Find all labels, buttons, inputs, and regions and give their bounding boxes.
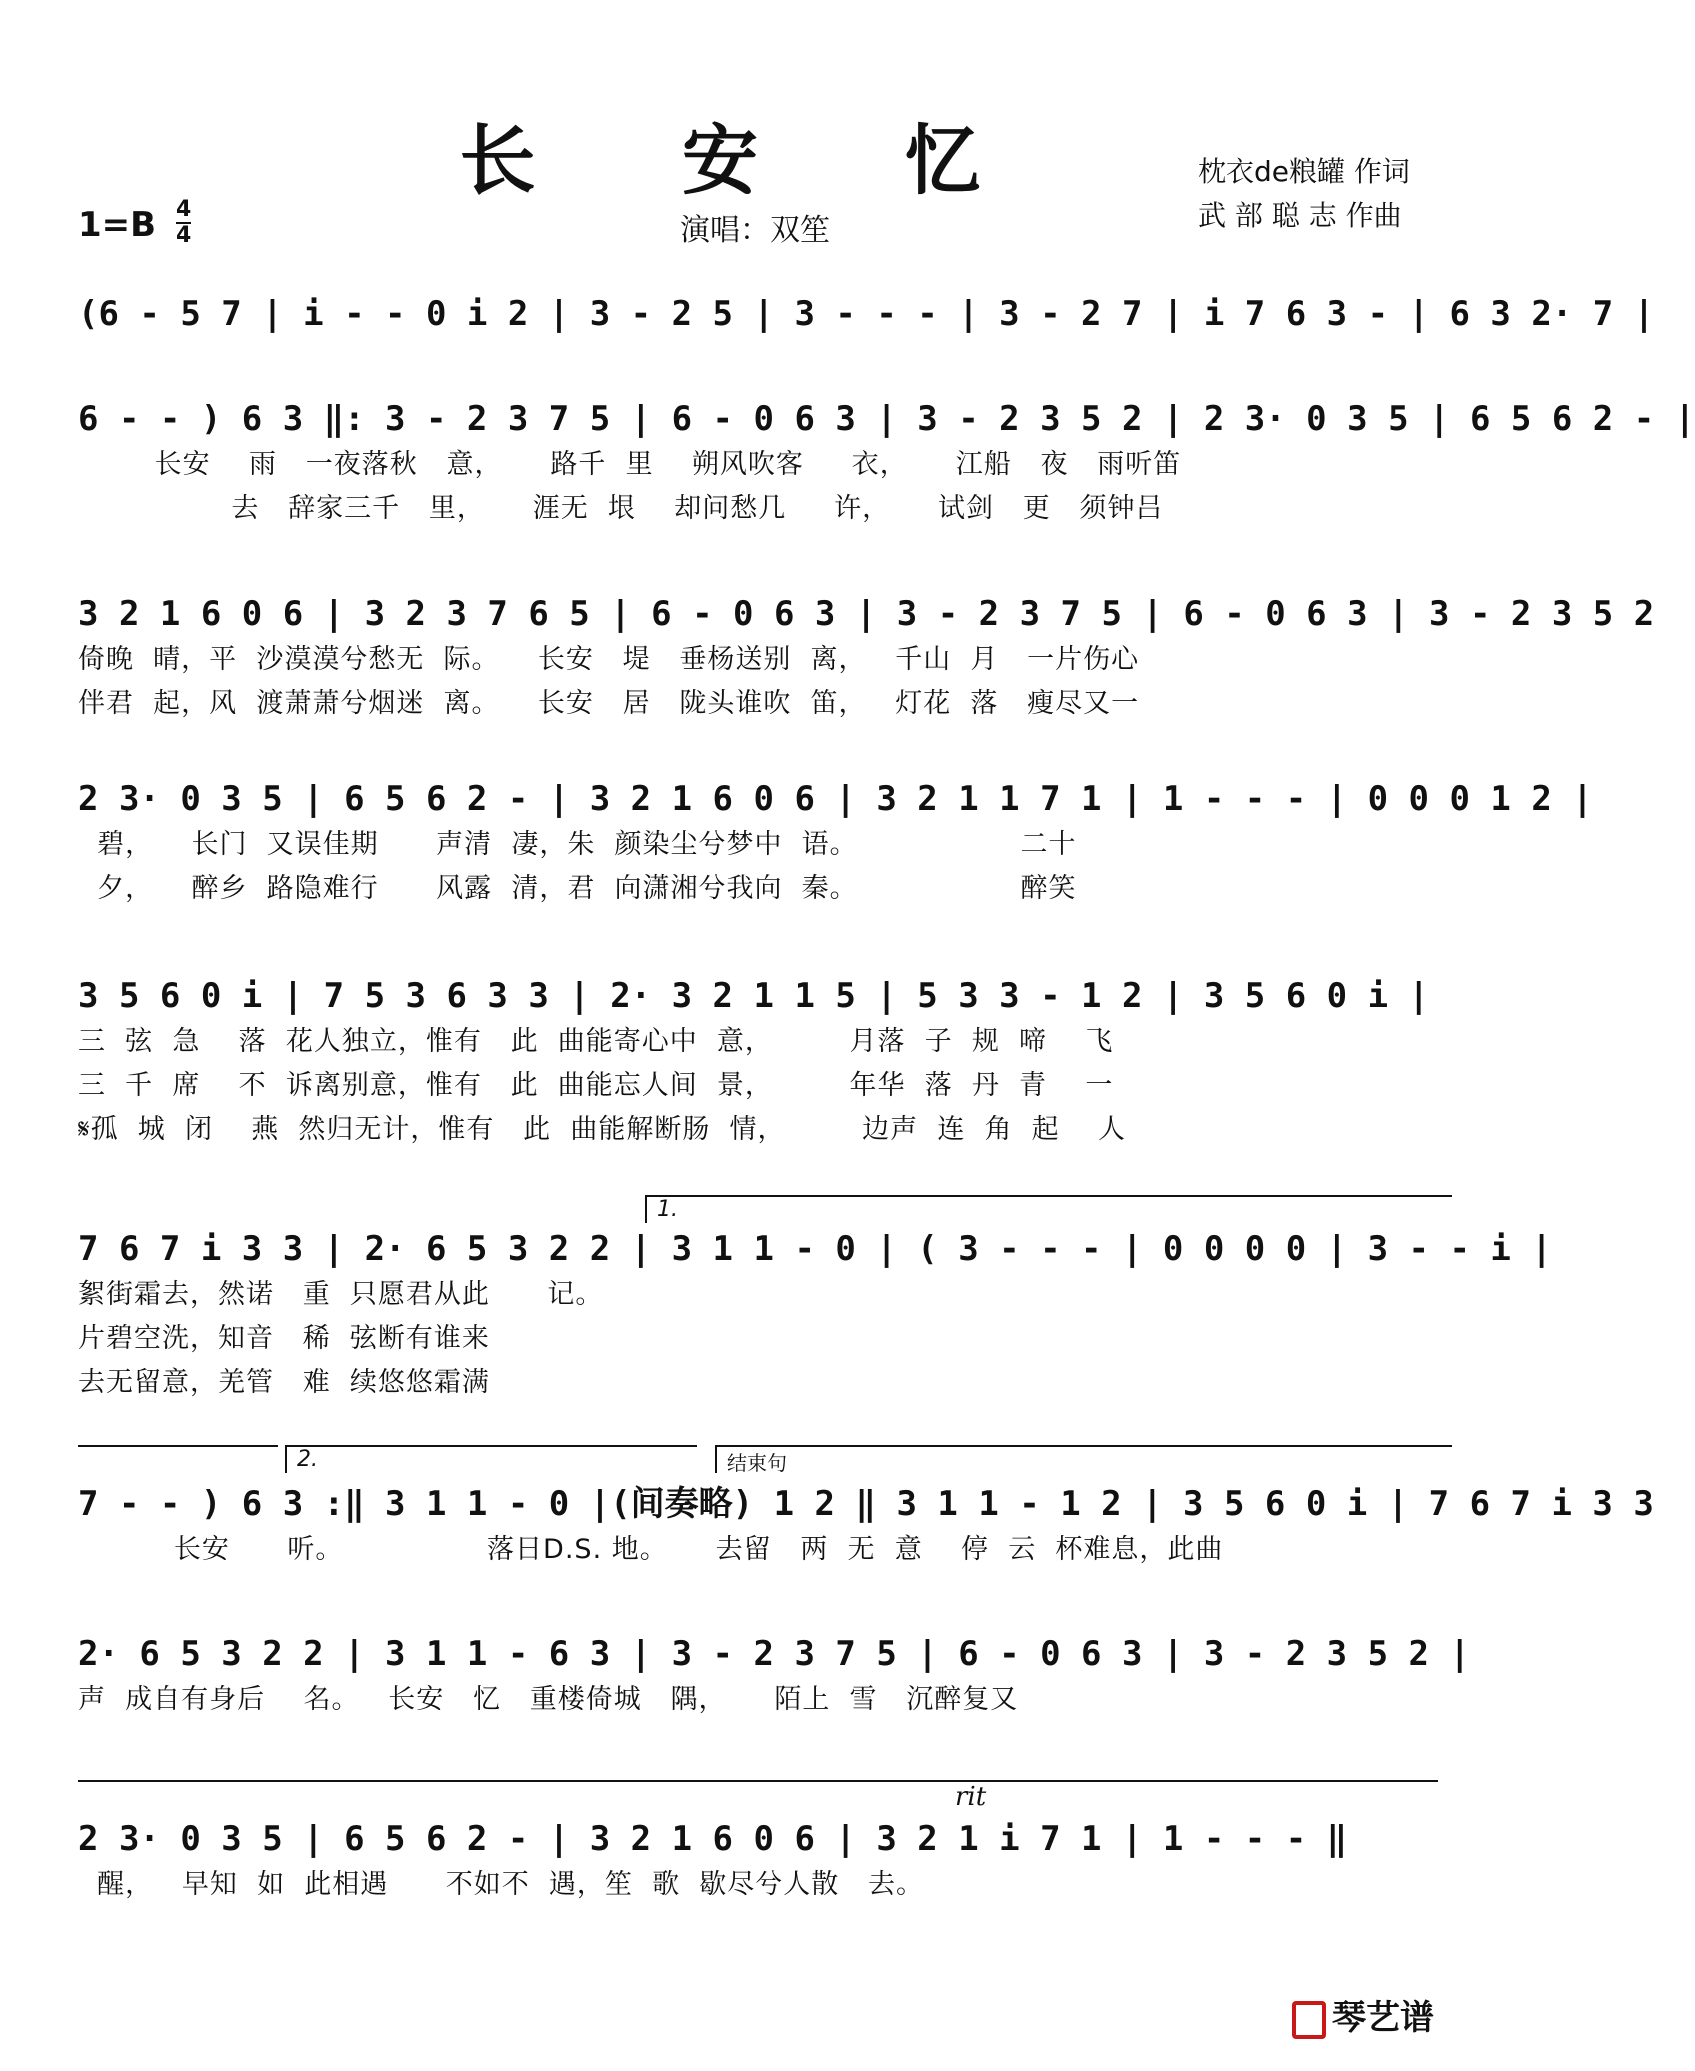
system-8 bbox=[78, 1630, 1470, 1722]
lyric-line-3: 去无留意，羌管 难 续悠悠霜满 bbox=[78, 1367, 490, 1398]
system-4 bbox=[78, 775, 1593, 911]
lyric-line-2: 伴君 起，风 渡萧萧兮烟迷 离。 长安 居 陇头谁吹 笛， 灯花 落 瘦尽又一 bbox=[78, 688, 1140, 719]
credits bbox=[1198, 150, 1410, 238]
lyric-line-2: 三 千 席 不 诉离别意，惟有 此 曲能忘人间 景， 年华 落 丹 青 一 bbox=[78, 1070, 1114, 1101]
composer: 武 部 聪 志 作曲 bbox=[1198, 199, 1402, 232]
time-signature bbox=[176, 198, 191, 248]
lyric-line-2: 片碧空洗，知音 稀 弦断有谁来 bbox=[78, 1323, 490, 1354]
meter-top: 4 bbox=[176, 197, 192, 222]
coda-ending-label: 结束句 bbox=[715, 1445, 1452, 1473]
lyric-line-1: 长安 雨 一夜落秋 意， 路千 里 朔风吹客 衣， 江船 夜 雨听笛 bbox=[78, 449, 1182, 480]
notation-line: 3 5 6 0 i | 7 5 3 6 3 3 | 2· 3 2 1 1 5 | 5 3 3 - 1 2 | 3 5 6 0 i | bbox=[78, 976, 1430, 1016]
system-3 bbox=[78, 590, 1655, 726]
lyricist: 枕衣de粮罐 作词 bbox=[1198, 155, 1410, 188]
system-1 bbox=[78, 290, 1655, 338]
system-5 bbox=[78, 972, 1438, 1152]
lyric-line-1: 声 成自有身后 名。 长安 忆 重楼倚城 隅， 陌上 雪 沉醉复又 bbox=[78, 1684, 1019, 1715]
volta-continuation-line bbox=[78, 1445, 278, 1447]
ritardando-mark: rit bbox=[955, 1782, 987, 1812]
key-signature: 1=B bbox=[78, 205, 157, 245]
watermark-logo bbox=[1292, 1990, 1434, 2039]
notation-line: 3 2 1 6 0 6 | 3 2 3 7 6 5 | 6 - 0 6 3 | 3 - 2 3 7 5 | 6 - 0 6 3 | 3 - 2 3 5 2 bbox=[78, 594, 1655, 634]
system-6 bbox=[78, 1225, 1552, 1405]
notation-line: 2 3· 0 3 5 | 6 5 6 2 - | 3 2 1 6 0 6 | 3 2 1 1 7 1 | 1 - - - | 0 0 0 1 2 | bbox=[78, 779, 1593, 819]
system-7 bbox=[78, 1480, 1654, 1572]
lyric-line-1: 碧， 长门 又误佳期 声清 凄，朱 颜染尘兮梦中 语。 二十 bbox=[78, 829, 1077, 860]
volta-first-ending: 1. bbox=[645, 1195, 1452, 1223]
lyric-line-1: 倚晚 晴，平 沙漠漠兮愁无 际。 长安 堤 垂杨送别 离， 千山 月 一片伤心 bbox=[78, 644, 1140, 675]
song-title: 长 安 忆 bbox=[459, 116, 1041, 205]
notation-line: (6 - 5 7 | i - - 0 i 2 | 3 - 2 5 | 3 - - - | 3 - 2 7 | i 7 6 3 - | 6 3 2· 7 | bbox=[78, 294, 1655, 334]
lyric-line-1: 三 弦 急 落 花人独立，惟有 此 曲能寄心中 意， 月落 子 规 啼 飞 bbox=[78, 1026, 1114, 1057]
notation-line: 7 6 7 i 3 3 | 2· 6 5 3 2 2 | 3 1 1 - 0 | ( 3 - - - | 0 0 0 0 | 3 - - i | bbox=[78, 1229, 1552, 1269]
notation-line: 7 - - ) 6 3 :‖ 3 1 1 - 0 |(间奏略) 1 2 ‖ 3 1 1 - 1 2 | 3 5 6 0 i | 7 6 7 i 3 3 bbox=[78, 1484, 1654, 1524]
system-2 bbox=[78, 395, 1695, 531]
logo-text: 琴艺谱 bbox=[1332, 1998, 1434, 2038]
singer: 演唱：双笙 bbox=[680, 213, 830, 248]
meter-bottom: 4 bbox=[176, 223, 192, 248]
notation-line: 6 - - ) 6 3 ‖: 3 - 2 3 7 5 | 6 - 0 6 3 | 3 - 2 3 5 2 | 2 3· 0 3 5 | 6 5 6 2 - | bbox=[78, 399, 1695, 439]
notation-line: 2 3· 0 3 5 | 6 5 6 2 - | 3 2 1 6 0 6 | 3 2 1 i 7 1 | 1 - - - ‖ bbox=[78, 1819, 1348, 1859]
volta-second-ending: 2. bbox=[285, 1445, 697, 1473]
system-9 bbox=[78, 1815, 1438, 1907]
phrase-line bbox=[78, 1780, 1438, 1782]
lyric-line-2: 夕， 醉乡 路隐难行 风露 清，君 向潇湘兮我向 秦。 醉笑 bbox=[78, 873, 1077, 904]
logo-icon bbox=[1292, 2001, 1326, 2039]
lyric-line-2: 去 辞家三千 里， 涯无 垠 却问愁几 许， 试剑 更 须钟吕 bbox=[78, 493, 1164, 524]
lyric-line-3: 𝄋孤 城 闭 燕 然归无计，惟有 此 曲能解断肠 情， 边声 连 角 起 人 bbox=[78, 1114, 1126, 1145]
lyric-line-1: 絮街霜去，然诺 重 只愿君从此 记。 bbox=[78, 1279, 604, 1310]
lyric-line-1: 醒， 早知 如 此相遇 不如不 遇，笙 歌 歇尽兮人散 去。 bbox=[78, 1869, 924, 1900]
lyric-line-1: 长安 听。 落日D.S. 地。 去留 两 无 意 停 云 杯难息，此曲 bbox=[78, 1534, 1224, 1565]
notation-line: 2· 6 5 3 2 2 | 3 1 1 - 6 3 | 3 - 2 3 7 5 | 6 - 0 6 3 | 3 - 2 3 5 2 | bbox=[78, 1634, 1470, 1674]
